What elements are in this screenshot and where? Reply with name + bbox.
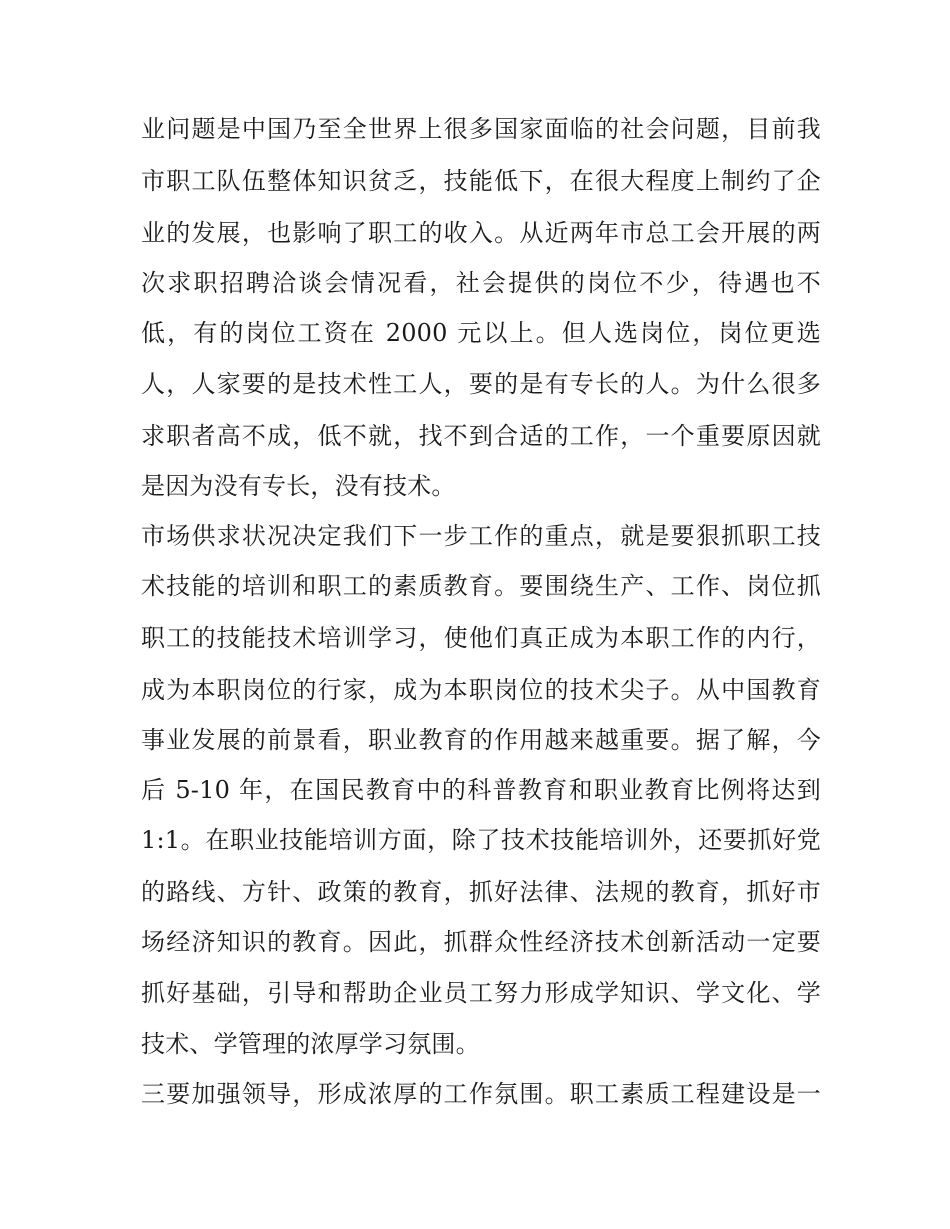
text-line: 三要加强领导，形成浓厚的工作氛围。职工素质工程建设是一 xyxy=(141,1080,821,1108)
text-line: 场经济知识的教育。因此，抓群众性经济技术创新活动一定要 xyxy=(141,928,821,956)
text-line: 的路线、方针、政策的教育，抓好法律、法规的教育，抓好市 xyxy=(141,878,821,906)
text-line: 职工的技能技术培训学习，使他们真正成为本职工作的内行， xyxy=(141,624,821,652)
text-line: 成为本职岗位的行家，成为本职岗位的技术尖子。从中国教育 xyxy=(141,676,821,704)
text-line: 市职工队伍整体知识贫乏，技能低下，在很大程度上制约了企 xyxy=(141,167,821,195)
text-line: 次求职招聘洽谈会情况看，社会提供的岗位不少，待遇也不 xyxy=(141,269,821,297)
text-line: 事业发展的前景看，职业教育的作用越来越重要。据了解，今 xyxy=(141,726,821,754)
text-line: 抓好基础，引导和帮助企业员工努力形成学知识、学文化、学 xyxy=(141,979,821,1007)
text-line: 业的发展，也影响了职工的收入。从近两年市总工会开展的两 xyxy=(141,219,821,247)
text-line: 后 5-10 年，在国民教育中的科普教育和职业教育比例将达到 xyxy=(141,776,821,804)
text-line: 术技能的培训和职工的素质教育。要围绕生产、工作、岗位抓 xyxy=(141,572,821,600)
text-line: 技术、学管理的浓厚学习氛围。 xyxy=(141,1030,480,1058)
text-line: 人，人家要的是技术性工人，要的是有专长的人。为什么很多 xyxy=(141,370,821,398)
text-line: 1:1。在职业技能培训方面，除了技术技能培训外，还要抓好党 xyxy=(141,826,821,854)
text-line: 求职者高不成，低不就，找不到合适的工作，一个重要原因就 xyxy=(141,422,821,450)
text-line: 市场供求状况决定我们下一步工作的重点，就是要狠抓职工技 xyxy=(141,522,821,550)
text-line: 是因为没有专长，没有技术。 xyxy=(141,472,456,500)
text-line: 低，有的岗位工资在 2000 元以上。但人选岗位，岗位更选 xyxy=(141,319,821,347)
text-line: 业问题是中国乃至全世界上很多国家面临的社会问题，目前我 xyxy=(141,115,821,143)
